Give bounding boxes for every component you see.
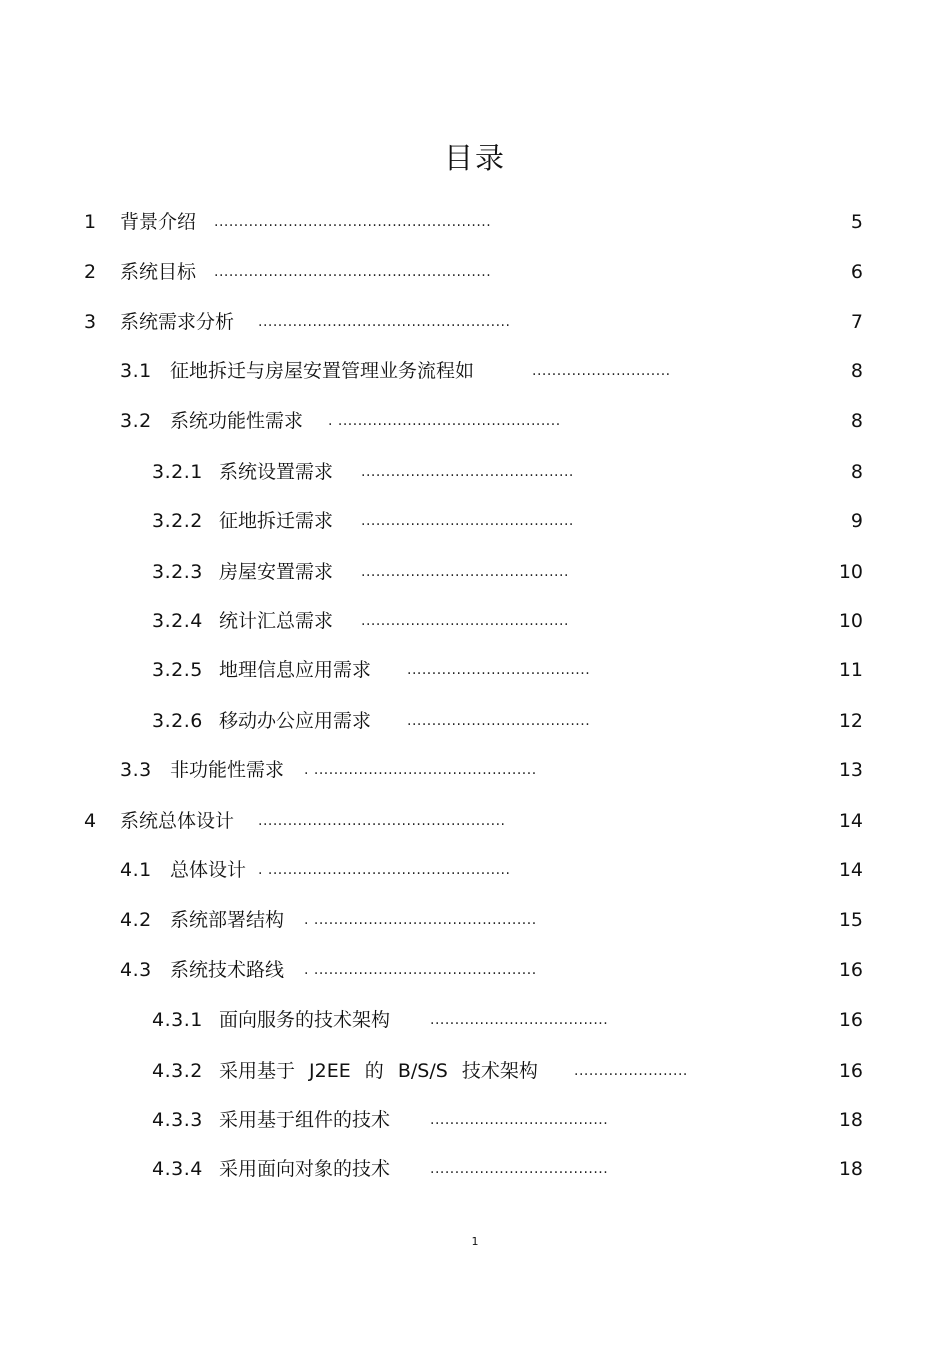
- toc-title: 目录: [443, 141, 506, 175]
- toc-entry-title: 采用基于 J2EE 的 B/S/S 技术架构: [219, 1060, 538, 1082]
- toc-entry-number: 4.3.2: [152, 1060, 203, 1082]
- toc-entry[interactable]: [0, 806, 950, 836]
- toc-entry-number: 3.2.6: [152, 710, 203, 732]
- toc-entry-number: 1: [84, 211, 97, 233]
- toc-entry-number: 4.3.1: [152, 1009, 203, 1031]
- toc-leader-dots: .....................................: [407, 662, 591, 678]
- toc-entry-number: 4.2: [120, 909, 152, 931]
- toc-entry-title: 面向服务的技术架构: [219, 1009, 391, 1031]
- toc-leader-dots: . .................................................: [258, 862, 511, 878]
- toc-page-number: 5: [850, 211, 863, 233]
- toc-page-number: 13: [838, 759, 863, 781]
- toc-entry-number: 4.3.4: [152, 1158, 203, 1180]
- toc-entry-title: 地理信息应用需求: [219, 659, 372, 681]
- toc-entry-number: 3.2.5: [152, 659, 203, 681]
- toc-leader-dots: ..................................................: [258, 813, 506, 829]
- toc-entry-title: 系统总体设计: [120, 810, 235, 832]
- toc-entry[interactable]: [0, 855, 950, 885]
- toc-page-number: 14: [838, 859, 863, 881]
- toc-entry[interactable]: [0, 706, 950, 736]
- toc-entry-title: 系统设置需求: [219, 461, 334, 483]
- toc-entry-number: 3: [84, 311, 97, 333]
- toc-leader-dots: ........................................................: [214, 264, 492, 280]
- toc-entry[interactable]: [0, 257, 950, 287]
- page-number: 1: [471, 1235, 479, 1248]
- toc-leader-dots: . .............................................: [328, 413, 561, 429]
- toc-leader-dots: ..........................................: [361, 613, 569, 629]
- toc-leader-dots: ....................................: [430, 1012, 609, 1028]
- toc-leader-dots: ............................: [532, 363, 671, 379]
- toc-entry[interactable]: [0, 557, 950, 587]
- toc-leader-dots: ....................................: [430, 1112, 609, 1128]
- toc-leader-dots: . .............................................: [304, 762, 537, 778]
- toc-entry-title: 系统技术路线: [170, 959, 285, 981]
- toc-entry-title: 移动办公应用需求: [219, 710, 372, 732]
- toc-entry[interactable]: [0, 606, 950, 636]
- toc-page-number: 8: [850, 461, 863, 483]
- toc-entry-number: 3.2.1: [152, 461, 203, 483]
- toc-entry[interactable]: [0, 457, 950, 487]
- toc-entry-title: 系统部署结构: [170, 909, 285, 931]
- toc-entry[interactable]: [0, 755, 950, 785]
- toc-entry[interactable]: [0, 307, 950, 337]
- toc-entry-number: 2: [84, 261, 97, 283]
- toc-page-number: 15: [838, 909, 863, 931]
- toc-entry-title: 总体设计: [170, 859, 247, 881]
- toc-leader-dots: ....................................: [430, 1161, 609, 1177]
- toc-entry-title: 房屋安置需求: [219, 561, 334, 583]
- toc-entry-number: 4.1: [120, 859, 152, 881]
- toc-entry-number: 3.1: [120, 360, 152, 382]
- toc-entry-title: 系统目标: [120, 261, 197, 283]
- toc-entry-number: 3.3: [120, 759, 152, 781]
- toc-entry-number: 3.2.4: [152, 610, 203, 632]
- toc-entry-title: 征地拆迁与房屋安置管理业务流程如: [170, 360, 475, 382]
- toc-entry-title: 统计汇总需求: [219, 610, 334, 632]
- toc-page-number: 9: [850, 510, 863, 532]
- toc-leader-dots: ...........................................: [361, 513, 574, 529]
- toc-page-number: 11: [838, 659, 863, 681]
- toc-entry-title: 系统功能性需求: [170, 410, 304, 432]
- toc-entry[interactable]: [0, 1105, 950, 1135]
- toc-page-number: 16: [838, 1060, 863, 1082]
- toc-entry-number: 3.2.3: [152, 561, 203, 583]
- toc-leader-dots: ..........................................: [361, 564, 569, 580]
- toc-page-number: 10: [838, 610, 863, 632]
- toc-page-number: 16: [838, 1009, 863, 1031]
- toc-entry-title: 非功能性需求: [170, 759, 285, 781]
- toc-page-number: 14: [838, 810, 863, 832]
- toc-entry[interactable]: [0, 955, 950, 985]
- toc-entry[interactable]: [0, 905, 950, 935]
- toc-page-number: 10: [838, 561, 863, 583]
- toc-entry-title: 采用面向对象的技术: [219, 1158, 391, 1180]
- toc-entry-number: 4: [84, 810, 97, 832]
- toc-page-number: 6: [850, 261, 863, 283]
- toc-page-number: 18: [838, 1109, 863, 1131]
- toc-entry[interactable]: [0, 506, 950, 536]
- toc-entry[interactable]: [0, 356, 950, 386]
- toc-page-number: 8: [850, 360, 863, 382]
- toc-entry-number: 4.3.3: [152, 1109, 203, 1131]
- toc-leader-dots: .......................: [574, 1063, 688, 1079]
- toc-page-number: 12: [838, 710, 863, 732]
- toc-entry[interactable]: [0, 406, 950, 436]
- toc-entry[interactable]: [0, 655, 950, 685]
- toc-entry-title: 征地拆迁需求: [219, 510, 334, 532]
- toc-entry[interactable]: [0, 1005, 950, 1035]
- toc-entry-title: 系统需求分析: [120, 311, 235, 333]
- toc-entry-number: 3.2.2: [152, 510, 203, 532]
- toc-page-number: 18: [838, 1158, 863, 1180]
- toc-leader-dots: ........................................................: [214, 214, 492, 230]
- toc-leader-dots: ...........................................: [361, 464, 574, 480]
- toc-entry-number: 4.3: [120, 959, 152, 981]
- toc-page-number: 8: [850, 410, 863, 432]
- toc-leader-dots: .....................................: [407, 713, 591, 729]
- toc-entry[interactable]: [0, 1056, 950, 1086]
- toc-page-number: 16: [838, 959, 863, 981]
- toc-page-number: 7: [850, 311, 863, 333]
- toc-entry[interactable]: [0, 207, 950, 237]
- toc-entry-number: 3.2: [120, 410, 152, 432]
- toc-leader-dots: . .............................................: [304, 912, 537, 928]
- toc-entry-title: 采用基于组件的技术: [219, 1109, 391, 1131]
- toc-leader-dots: ...................................................: [258, 314, 511, 330]
- toc-entry-title: 背景介绍: [120, 211, 197, 233]
- toc-entry[interactable]: [0, 1154, 950, 1184]
- toc-leader-dots: . .............................................: [304, 962, 537, 978]
